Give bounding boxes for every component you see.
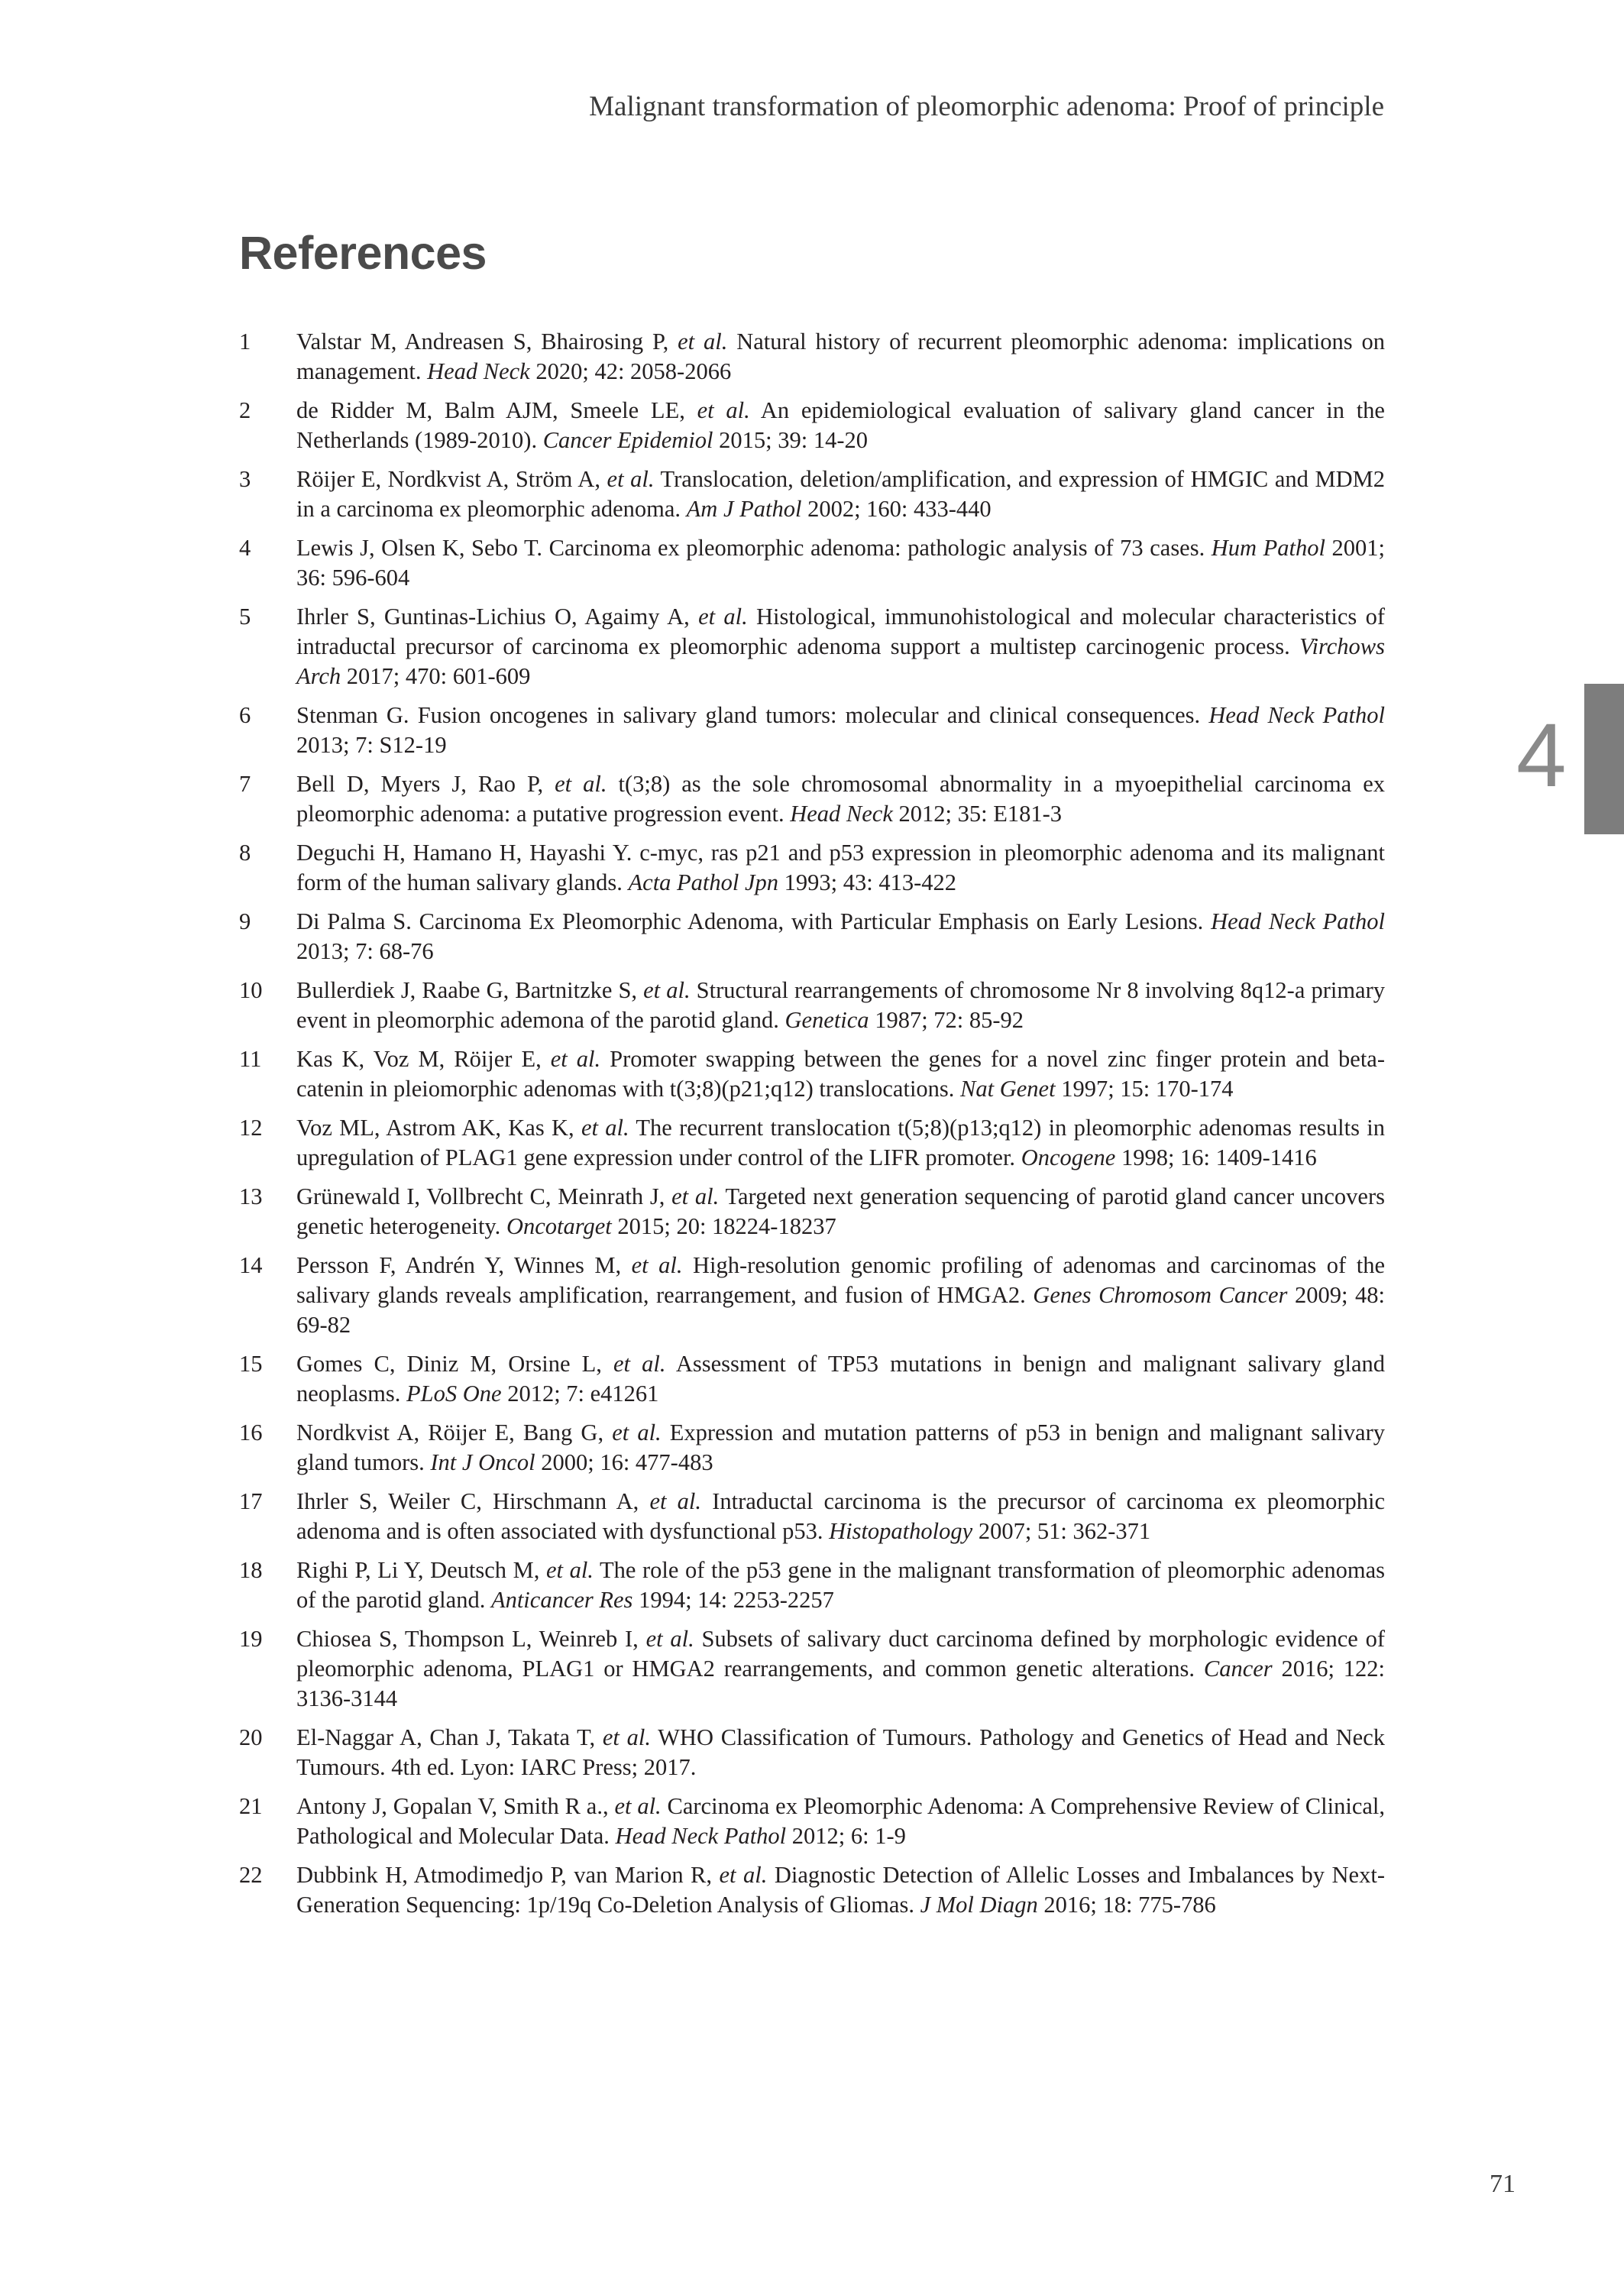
reference-number: 5 bbox=[239, 604, 251, 630]
reference-journal: Head Neck Pathol bbox=[615, 1823, 787, 1849]
reference-title: Intraductal carcinoma is the precursor of carcinoma ex pleomorphic adenoma and is often associated with dysfunctional p53. bbox=[296, 1488, 1385, 1544]
reference-item bbox=[239, 1624, 1385, 1714]
reference-citation: 1998; 16: 1409-1416 bbox=[1115, 1144, 1317, 1170]
reference-text bbox=[296, 1626, 1385, 1711]
reference-title: High-resolution genomic profiling of adenomas and carcinomas of the salivary glands reveals amplification, rearrangement, and fusion of HMGA2. bbox=[296, 1252, 1385, 1308]
reference-item bbox=[239, 1349, 1385, 1409]
reference-journal: Int J Oncol bbox=[430, 1449, 535, 1475]
section-title: References bbox=[239, 227, 487, 279]
reference-item bbox=[239, 769, 1385, 829]
reference-item bbox=[239, 1418, 1385, 1478]
reference-title: Diagnostic Detection of Allelic Losses and Imbalances by Next-Generation Sequencing: 1p/19q Co-Deletion Analysis of Gliomas. bbox=[296, 1862, 1385, 1918]
reference-citation: 2001; 36: 596-604 bbox=[296, 535, 1385, 591]
reference-item bbox=[239, 396, 1385, 455]
reference-journal: Oncogene bbox=[1021, 1144, 1116, 1170]
reference-title: Carcinoma ex Pleomorphic Adenoma: A Comprehensive Review of Clinical, Pathological and Molecular Data. bbox=[296, 1793, 1385, 1849]
reference-title: Expression and mutation patterns of p53 in benign and malignant salivary gland tumors. bbox=[296, 1420, 1385, 1475]
reference-journal: Genes Chromosom Cancer bbox=[1033, 1282, 1288, 1308]
reference-et-al: et al. bbox=[719, 1862, 768, 1888]
reference-citation: 2016; 122: 3136-3144 bbox=[296, 1656, 1385, 1711]
reference-authors: Ihrler S, Guntinas-Lichius O, Agaimy A, bbox=[296, 604, 699, 630]
reference-number: 6 bbox=[239, 702, 251, 728]
chapter-number: 4 bbox=[1516, 705, 1567, 806]
reference-item bbox=[239, 976, 1385, 1035]
reference-journal: Acta Pathol Jpn bbox=[628, 869, 779, 895]
reference-authors: Persson F, Andrén Y, Winnes M, bbox=[296, 1252, 632, 1278]
reference-text bbox=[296, 329, 1385, 384]
reference-citation: 1987; 72: 85-92 bbox=[869, 1007, 1024, 1033]
reference-item bbox=[239, 1723, 1385, 1782]
reference-text bbox=[296, 702, 1385, 758]
reference-journal: Cancer Epidemiol bbox=[542, 427, 713, 453]
reference-text bbox=[296, 1046, 1385, 1102]
reference-et-al: et al. bbox=[612, 1420, 662, 1445]
reference-number: 13 bbox=[239, 1183, 263, 1209]
reference-et-al: et al. bbox=[631, 1252, 683, 1278]
reference-authors: Ihrler S, Weiler C, Hirschmann A, bbox=[296, 1488, 650, 1514]
reference-citation: 2000; 16: 477-483 bbox=[535, 1449, 713, 1475]
reference-authors: Chiosea S, Thompson L, Weinreb I, bbox=[296, 1626, 646, 1652]
reference-authors: Stenman G. Fusion oncogenes in salivary gland tumors: molecular and clinical consequences. bbox=[296, 702, 1209, 728]
reference-text bbox=[296, 535, 1385, 591]
reference-title: The role of the p53 gene in the malignant transformation of pleomorphic adenomas of the parotid gland. bbox=[296, 1557, 1385, 1613]
reference-citation: 2012; 35: E181-3 bbox=[892, 801, 1063, 827]
reference-journal: Nat Genet bbox=[960, 1076, 1056, 1102]
reference-number: 9 bbox=[239, 908, 251, 934]
reference-item bbox=[239, 907, 1385, 966]
reference-title: Assessment of TP53 mutations in benign and malignant salivary gland neoplasms. bbox=[296, 1351, 1385, 1407]
reference-title: Structural rearrangements of chromosome Nr 8 involving 8q12-a primary event in pleomorphic ademona of the parotid gland. bbox=[296, 977, 1385, 1033]
reference-journal: Virchows Arch bbox=[296, 633, 1385, 689]
reference-citation: 2012; 6: 1-9 bbox=[786, 1823, 906, 1849]
reference-item bbox=[239, 1044, 1385, 1104]
reference-text bbox=[296, 397, 1385, 453]
reference-title: The recurrent translocation t(5;8)(p13;q12) in pleomorphic adenomas results in upregulation of PLAG1 gene expression under control of the LIFR promoter. bbox=[296, 1115, 1385, 1170]
reference-text bbox=[296, 1862, 1385, 1918]
reference-et-al: et al. bbox=[643, 977, 691, 1003]
reference-journal: Am J Pathol bbox=[686, 496, 802, 522]
reference-citation: 2015; 39: 14-20 bbox=[713, 427, 868, 453]
reference-authors: Valstar M, Andreasen S, Bhairosing P, bbox=[296, 329, 678, 354]
reference-item bbox=[239, 602, 1385, 691]
reference-journal: PLoS One bbox=[406, 1381, 502, 1407]
reference-number: 17 bbox=[239, 1488, 263, 1514]
reference-citation: 2009; 48: 69-82 bbox=[296, 1282, 1386, 1338]
reference-authors: Righi P, Li Y, Deutsch M, bbox=[296, 1557, 546, 1583]
reference-number: 8 bbox=[239, 840, 251, 866]
reference-item bbox=[239, 533, 1385, 593]
reference-journal: Oncotarget bbox=[506, 1213, 612, 1239]
reference-et-al: et al. bbox=[550, 1046, 601, 1072]
reference-et-al: et al. bbox=[613, 1351, 666, 1377]
reference-number: 11 bbox=[239, 1046, 262, 1072]
reference-text bbox=[296, 1420, 1385, 1475]
reference-text bbox=[296, 1724, 1385, 1780]
reference-item bbox=[239, 1792, 1385, 1851]
reference-number: 21 bbox=[239, 1793, 263, 1819]
reference-text bbox=[296, 604, 1385, 689]
reference-citation: 1993; 43: 413-422 bbox=[778, 869, 957, 895]
reference-citation: 2013; 7: S12-19 bbox=[296, 732, 447, 758]
reference-authors: Antony J, Gopalan V, Smith R a., bbox=[296, 1793, 615, 1819]
reference-citation: 2020; 42: 2058-2066 bbox=[529, 358, 732, 384]
reference-number: 12 bbox=[239, 1115, 263, 1141]
reference-citation: 2002; 160: 433-440 bbox=[801, 496, 992, 522]
reference-text bbox=[296, 466, 1385, 522]
reference-title: WHO Classification of Tumours. Pathology and Genetics of Head and Neck Tumours. 4th ed. Lyon: IARC Press; 2017. bbox=[296, 1724, 1385, 1780]
reference-number: 19 bbox=[239, 1626, 263, 1652]
chapter-tab bbox=[1584, 684, 1624, 834]
reference-authors: de Ridder M, Balm AJM, Smeele LE, bbox=[296, 397, 697, 423]
reference-authors: Grünewald I, Vollbrecht C, Meinrath J, bbox=[296, 1183, 672, 1209]
reference-item bbox=[239, 1251, 1385, 1340]
reference-text bbox=[296, 1793, 1385, 1849]
reference-journal: Anticancer Res bbox=[490, 1587, 633, 1613]
reference-text bbox=[296, 1115, 1385, 1170]
reference-title: An epidemiological evaluation of salivary gland cancer in the Netherlands (1989-2010). bbox=[296, 397, 1385, 453]
reference-title: Promoter swapping between the genes for a novel zinc finger protein and beta-catenin in pleiomorphic adenomas with t(3;8)(p21;q12) translocations. bbox=[296, 1046, 1385, 1102]
reference-item bbox=[239, 838, 1385, 898]
reference-et-al: et al. bbox=[607, 466, 655, 492]
reference-et-al: et al. bbox=[614, 1793, 662, 1819]
reference-citation: 1997; 15: 170-174 bbox=[1055, 1076, 1234, 1102]
reference-text bbox=[296, 1183, 1385, 1239]
reference-citation: 2015; 20: 18224-18237 bbox=[611, 1213, 836, 1239]
reference-citation: 2007; 51: 362-371 bbox=[972, 1518, 1151, 1544]
reference-number: 2 bbox=[239, 397, 251, 423]
reference-text bbox=[296, 1252, 1385, 1338]
reference-citation: 2013; 7: 68-76 bbox=[296, 938, 434, 964]
page-number: 71 bbox=[1490, 2170, 1516, 2198]
reference-item bbox=[239, 1182, 1385, 1242]
reference-authors: Kas K, Voz M, Röijer E, bbox=[296, 1046, 551, 1072]
reference-text bbox=[296, 840, 1385, 895]
reference-title: Natural history of recurrent pleomorphic adenoma: implications on management. bbox=[296, 329, 1385, 384]
reference-title: Targeted next generation sequencing of parotid gland cancer uncovers genetic heterogeneity. bbox=[296, 1183, 1385, 1239]
reference-et-al: et al. bbox=[581, 1115, 629, 1141]
reference-et-al: et al. bbox=[649, 1488, 702, 1514]
reference-journal: Head Neck Pathol bbox=[1211, 908, 1385, 934]
reference-citation: 2017; 470: 601-609 bbox=[341, 663, 531, 689]
reference-number: 1 bbox=[239, 329, 251, 354]
reference-title: Translocation, deletion/amplification, and expression of HMGIC and MDM2 in a carcinoma ex pleomorphic adenoma. bbox=[296, 466, 1385, 522]
reference-authors: Bullerdiek J, Raabe G, Bartnitzke S, bbox=[296, 977, 644, 1003]
reference-journal: Head Neck bbox=[790, 801, 893, 827]
reference-number: 18 bbox=[239, 1557, 263, 1583]
reference-citation: 2012; 7: e41261 bbox=[501, 1381, 659, 1407]
reference-text bbox=[296, 771, 1385, 827]
reference-citation: 1994; 14: 2253-2257 bbox=[632, 1587, 834, 1613]
reference-authors: Bell D, Myers J, Rao P, bbox=[296, 771, 555, 797]
reference-authors: Nordkvist A, Röijer E, Bang G, bbox=[296, 1420, 613, 1445]
reference-number: 22 bbox=[239, 1862, 263, 1888]
reference-title: Histological, immunohistological and molecular characteristics of intraductal precursor of carcinoma ex pleomorphic adenoma support a multistep carcinogenic process. bbox=[296, 604, 1385, 659]
reference-authors: Dubbink H, Atmodimedjo P, van Marion R, bbox=[296, 1862, 720, 1888]
reference-et-al: et al. bbox=[698, 604, 748, 630]
reference-et-al: et al. bbox=[545, 1557, 594, 1583]
reference-title: Subsets of salivary duct carcinoma defined by morphologic evidence of pleomorphic adenoma, PLAG1 or HMGA2 rearrangements, and common genetic alterations. bbox=[296, 1626, 1385, 1682]
reference-item bbox=[239, 1487, 1385, 1546]
reference-authors: El-Naggar A, Chan J, Takata T, bbox=[296, 1724, 603, 1750]
reference-item bbox=[239, 1113, 1385, 1173]
reference-et-al: et al. bbox=[555, 771, 607, 797]
reference-authors: Gomes C, Diniz M, Orsine L, bbox=[296, 1351, 613, 1377]
reference-list bbox=[239, 327, 1385, 1929]
reference-journal: Hum Pathol bbox=[1211, 535, 1325, 561]
reference-et-al: et al. bbox=[645, 1626, 694, 1652]
reference-number: 4 bbox=[239, 535, 251, 561]
reference-authors: Di Palma S. Carcinoma Ex Pleomorphic Adenoma, with Particular Emphasis on Early Lesions. bbox=[296, 908, 1212, 934]
reference-journal: Head Neck Pathol bbox=[1208, 702, 1385, 728]
reference-text bbox=[296, 1557, 1385, 1613]
reference-text bbox=[296, 977, 1385, 1033]
reference-title: t(3;8) as the sole chromosomal abnormality in a myoepithelial carcinoma ex pleomorphic adenoma: a putative progression event. bbox=[296, 771, 1385, 827]
reference-et-al: et al. bbox=[678, 329, 728, 354]
reference-number: 3 bbox=[239, 466, 251, 492]
reference-authors: Deguchi H, Hamano H, Hayashi Y. c-myc, ras p21 and p53 expression in pleomorphic adenoma and its malignant form of the human salivary glands. bbox=[296, 840, 1385, 895]
reference-number: 10 bbox=[239, 977, 263, 1003]
reference-number: 16 bbox=[239, 1420, 263, 1445]
reference-citation: 2016; 18: 775-786 bbox=[1037, 1892, 1216, 1918]
reference-journal: Head Neck bbox=[427, 358, 530, 384]
reference-et-al: et al. bbox=[602, 1724, 651, 1750]
reference-item bbox=[239, 465, 1385, 524]
reference-text bbox=[296, 1351, 1385, 1407]
reference-number: 14 bbox=[239, 1252, 263, 1278]
reference-text bbox=[296, 1488, 1385, 1544]
reference-item bbox=[239, 701, 1385, 760]
reference-item bbox=[239, 327, 1385, 387]
reference-authors: Röijer E, Nordkvist A, Ström A, bbox=[296, 466, 607, 492]
reference-journal: Histopathology bbox=[829, 1518, 973, 1544]
reference-journal: Genetica bbox=[785, 1007, 869, 1033]
reference-number: 15 bbox=[239, 1351, 263, 1377]
reference-number: 7 bbox=[239, 771, 251, 797]
reference-item bbox=[239, 1556, 1385, 1615]
reference-et-al: et al. bbox=[697, 397, 750, 423]
reference-number: 20 bbox=[239, 1724, 263, 1750]
reference-journal: Cancer bbox=[1203, 1656, 1273, 1682]
reference-et-al: et al. bbox=[671, 1183, 720, 1209]
reference-text bbox=[296, 908, 1385, 964]
running-head: Malignant transformation of pleomorphic adenoma: Proof of principle bbox=[589, 91, 1384, 122]
reference-item bbox=[239, 1860, 1385, 1920]
reference-journal: J Mol Diagn bbox=[920, 1892, 1038, 1918]
reference-authors: Lewis J, Olsen K, Sebo T. Carcinoma ex pleomorphic adenoma: pathologic analysis of 73 cases. bbox=[296, 535, 1212, 561]
reference-authors: Voz ML, Astrom AK, Kas K, bbox=[296, 1115, 581, 1141]
